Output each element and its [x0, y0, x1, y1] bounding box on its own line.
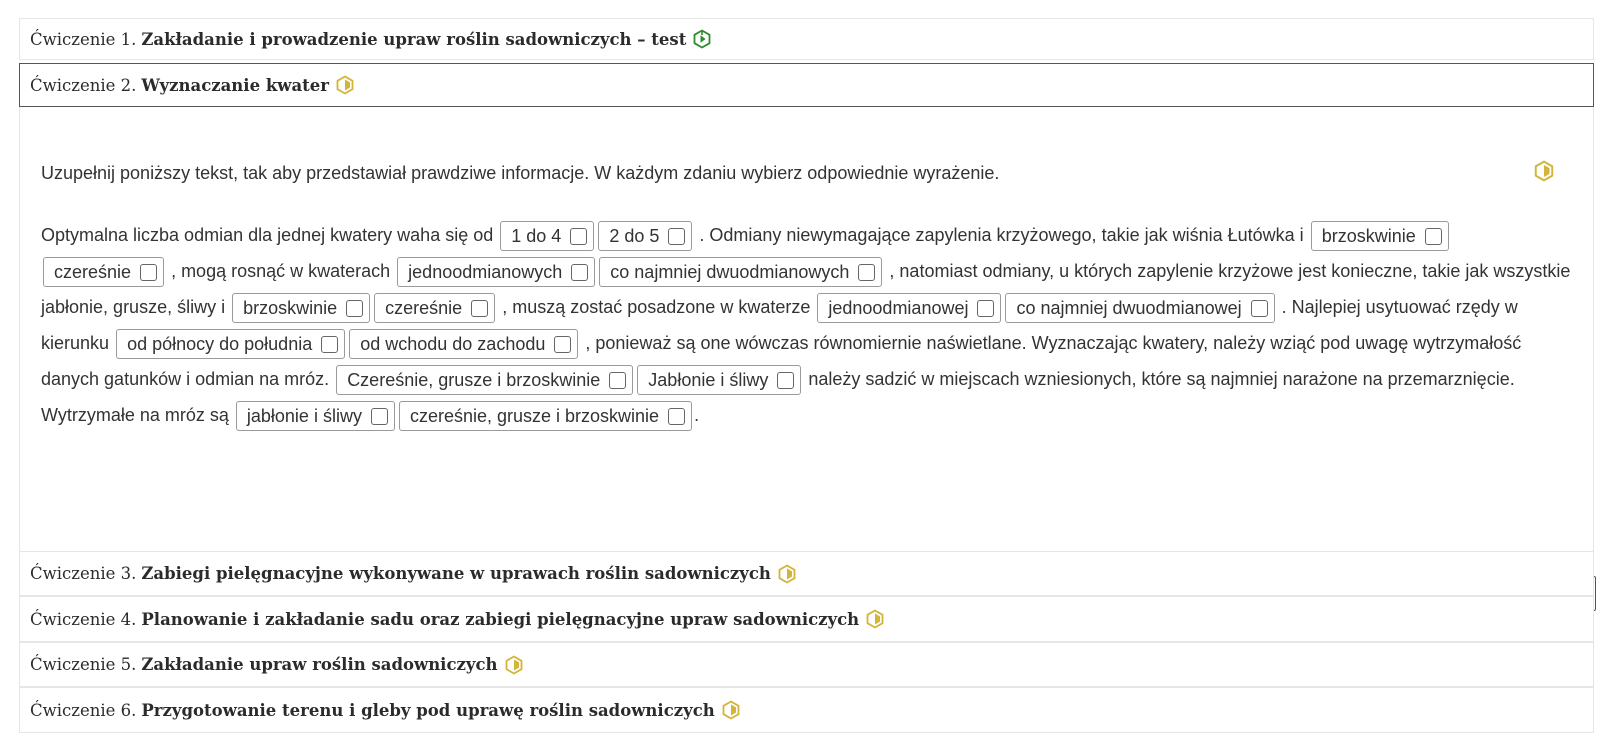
option-label: co najmniej dwuodmianowych [610, 262, 850, 283]
option-label: czereśnie [54, 262, 132, 283]
option-checkbox[interactable] [554, 336, 571, 353]
yellow-hexagon-icon [335, 75, 355, 95]
exercise-5-header[interactable] [19, 642, 1594, 687]
text-segment: . Najlepiej usytuować rzędy w kierunku [41, 297, 1518, 353]
option-checkbox[interactable] [668, 408, 685, 425]
exercise-2-header[interactable] [19, 63, 1594, 107]
exercise-3-toggle[interactable] [20, 552, 1593, 595]
option-label: 1 do 4 [511, 226, 562, 247]
exercise-3-header[interactable] [19, 551, 1594, 596]
option-label: 2 do 5 [609, 226, 660, 247]
option-label: Jabłonie i śliwy [648, 370, 769, 391]
option-checkbox[interactable] [668, 228, 685, 245]
option-label: brzoskwinie [1321, 226, 1416, 247]
option-5-b[interactable] [1005, 293, 1274, 323]
option-2-b[interactable] [43, 257, 164, 287]
fill-in-text [41, 217, 1571, 433]
option-checkbox[interactable] [471, 300, 488, 317]
text-segment: , muszą zostać posadzone w kwaterze [502, 297, 811, 317]
option-8-a[interactable] [236, 401, 395, 431]
option-1-b[interactable] [598, 221, 692, 251]
exercise-5-toggle[interactable] [20, 643, 1593, 686]
option-checkbox[interactable] [977, 300, 994, 317]
exercise-number: Ćwiczenie 2. [30, 75, 137, 95]
yellow-hexagon-icon [721, 700, 741, 720]
option-label: czereśnie [385, 298, 463, 319]
option-checkbox[interactable] [1425, 228, 1442, 245]
exercise-number: Ćwiczenie 6. [30, 700, 137, 720]
text-segment: należy sadzić w miejscach wzniesionych, które są najmniej narażone na przemarznięcie. Wytrzymałe na mróz są [41, 369, 1515, 425]
option-label: jednoodmianowych [408, 262, 563, 283]
yellow-hexagon-icon [1533, 160, 1555, 187]
yellow-hexagon-icon [504, 655, 524, 675]
exercise-number: Ćwiczenie 4. [30, 609, 137, 629]
exercise-instruction: Uzupełnij poniższy tekst, tak aby przedstawiał prawdziwe informacje. W każdym zdaniu wybierz odpowiednie wyrażenie. [41, 163, 1000, 183]
exercise-4-toggle[interactable] [20, 597, 1593, 641]
option-3-a[interactable] [397, 257, 595, 287]
exercise-6-header[interactable] [19, 687, 1594, 733]
text-segment: . [694, 405, 700, 425]
option-7-a[interactable] [336, 365, 633, 395]
exercise-number: Ćwiczenie 5. [30, 655, 137, 674]
exercise-title: Zabiegi pielęgnacyjne wykonywane w uprawach roślin sadowniczych [141, 564, 771, 583]
option-2-a[interactable] [1311, 221, 1449, 251]
option-checkbox[interactable] [777, 372, 794, 389]
exercise-4-header[interactable] [19, 596, 1594, 642]
text-segment: Optymalna liczba odmian dla jednej kwatery waha się od [41, 225, 494, 245]
exercise-1-header[interactable] [19, 18, 1594, 60]
text-segment: . Odmiany niewymagające zapylenia krzyżowego, takie jak wiśnia Łutówka i [699, 225, 1304, 245]
exercise-6-toggle[interactable] [20, 688, 1593, 732]
exercise-title: Planowanie i zakładanie sadu oraz zabiegi pielęgnacyjne upraw sadowniczych [141, 609, 860, 629]
option-1-a[interactable] [500, 221, 594, 251]
option-checkbox[interactable] [609, 372, 626, 389]
option-8-b[interactable] [399, 401, 692, 431]
green-hexagon-icon [692, 29, 712, 49]
option-checkbox[interactable] [570, 228, 587, 245]
option-label: Czereśnie, grusze i brzoskwinie [347, 370, 601, 391]
exercise-title: Zakładanie upraw roślin sadowniczych [141, 655, 498, 674]
exercise-2-panel [19, 107, 1594, 551]
option-4-a[interactable] [232, 293, 370, 323]
text-segment: , mogą rosnąć w kwaterach [171, 261, 391, 281]
exercise-number: Ćwiczenie 3. [30, 564, 137, 583]
yellow-hexagon-icon [865, 609, 885, 629]
exercise-title: Przygotowanie terenu i gleby pod uprawę roślin sadowniczych [141, 700, 715, 720]
option-6-a[interactable] [116, 329, 345, 359]
exercise-2-toggle[interactable] [20, 64, 1593, 106]
option-6-b[interactable] [349, 329, 578, 359]
option-checkbox[interactable] [371, 408, 388, 425]
option-label: od wchodu do zachodu [360, 334, 546, 355]
exercise-1-toggle[interactable] [20, 19, 1593, 59]
option-label: co najmniej dwuodmianowej [1016, 298, 1242, 319]
option-checkbox[interactable] [858, 264, 875, 281]
option-checkbox[interactable] [140, 264, 157, 281]
option-checkbox[interactable] [346, 300, 363, 317]
option-label: jabłonie i śliwy [246, 406, 362, 427]
option-checkbox[interactable] [1251, 300, 1268, 317]
option-7-b[interactable] [637, 365, 801, 395]
option-checkbox[interactable] [571, 264, 588, 281]
option-label: brzoskwinie [243, 298, 338, 319]
exercise-title: Wyznaczanie kwater [141, 75, 329, 95]
option-label: czereśnie, grusze i brzoskwinie [409, 406, 660, 427]
option-5-a[interactable] [817, 293, 1001, 323]
option-3-b[interactable] [599, 257, 882, 287]
yellow-hexagon-icon [777, 564, 797, 584]
option-label: jednoodmianowej [828, 298, 969, 319]
exercise-number: Ćwiczenie 1. [30, 29, 137, 49]
option-checkbox[interactable] [321, 336, 338, 353]
option-4-b[interactable] [374, 293, 495, 323]
option-label: od północy do południa [127, 334, 313, 355]
exercise-title: Zakładanie i prowadzenie upraw roślin sadowniczych – test [141, 29, 687, 49]
text-segment: , natomiast odmiany, u których zapylenie krzyżowe jest konieczne, takie jak wszystkie jabłonie, grusze, śliwy i [41, 261, 1571, 317]
text-segment: , ponieważ są one wówczas równomiernie naświetlane. Wyznaczając kwatery, należy wziąć pod uwagę wytrzymałość danych gatunków i odmian na mróz. [41, 333, 1522, 389]
